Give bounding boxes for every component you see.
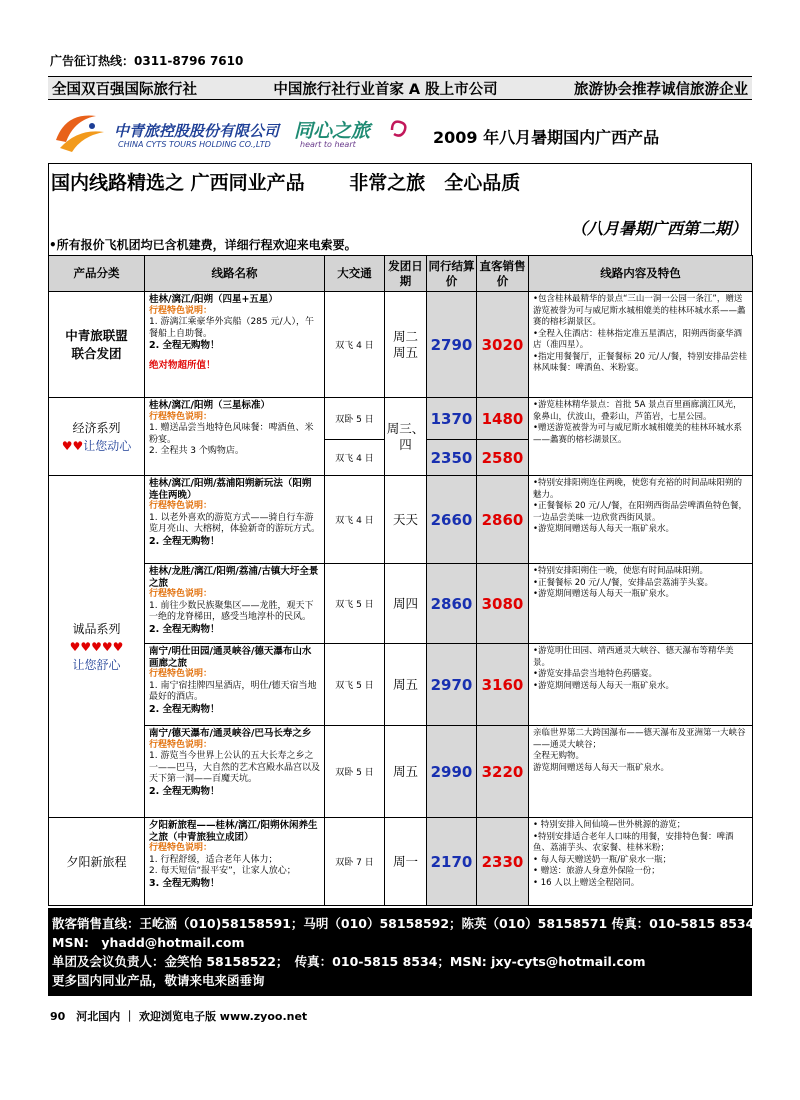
retail-price: 2580 — [477, 440, 529, 476]
banner-text-3: 旅游协会推荐诚信旅游企业 — [573, 81, 748, 98]
col-transport: 大交通 — [325, 256, 385, 292]
route-cell: 桂林/漓江/阳朔/荔浦阳朔新玩法（阳朔连住两晚） 行程特色说明： 1. 以老外喜欢的游览方式——骑自行车游览月亮山、大榕树，体验新奇的游玩方式。 2. 全程无购物！ — [145, 476, 325, 564]
col-retail-price: 直客销售价 — [477, 256, 529, 292]
hearts-icon: ♥♥♥♥♥ — [69, 639, 124, 654]
title-area — [48, 163, 752, 255]
category-cell: 夕阳新旅程 — [49, 818, 145, 906]
contact-footer — [48, 908, 767, 996]
table-row — [49, 644, 753, 726]
brand-name: 同心之旅 — [294, 120, 371, 142]
content-cell: • 特别安排入间仙境—世外桃源的游览； •特别安排适合老年人口味的用餐，安排特色餐：啤酒鱼、荔浦芋头、农家餐、桂林米粉； • 每人每天赠送奶一瓶/矿泉水一瓶； • 赠送：旅游人身意外保险一份； • 16 人以上赠送全程陪同。 — [529, 818, 753, 906]
agent-price: 2660 — [427, 476, 477, 564]
date-cell: 周五 — [385, 644, 427, 726]
transport-cell: 双飞 4 日 — [325, 292, 385, 398]
table-row — [49, 564, 753, 644]
content-cell: •包含桂林最精华的景点“三山一洞一公园一条江”，赠送游览被誉为可与威尼斯水城相媲美的桂林环城水系——蠡赛的榕杉湖景区。 •全程入住酒店：桂林指定准五星酒店，阳朔西街豪华酒店（准四星）。 •指定用餐餐厅，正餐餐标 20 元/人/餐，特别安排品尝桂林风味餐：啤酒鱼、米粉宴。 — [529, 292, 753, 398]
agent-price: 2790 — [427, 292, 477, 398]
banner-text-2: 中国旅行社行业首家 A 股上市公司 — [273, 81, 498, 98]
transport-cell: 双卧 5 日 — [325, 398, 385, 440]
date-cell: 天天 — [385, 476, 427, 564]
agent-price: 2970 — [427, 644, 477, 726]
company-name-en: CHINA CYTS TOURS HOLDING CO.,LTD — [118, 140, 271, 149]
retail-price: 1480 — [477, 398, 529, 440]
product-table — [48, 255, 753, 906]
sales-msn: MSN: yhadd@hotmail.com — [52, 935, 245, 950]
transport-cell: 双卧 5 日 — [325, 726, 385, 818]
route-cell: 南宁/德天瀑布/通灵峡谷/巴马长寿之乡 行程特色说明： 1. 游览当今世界上公认的五大长寿之乡之一——巴马，大自然的艺术宫殿水晶宫以及天下第一洞——百魔天坑。 2. 全程无购物！ — [145, 726, 325, 818]
date-cell: 周四 — [385, 564, 427, 644]
agent-price: 1370 — [427, 398, 477, 440]
route-cell: 桂林/漓江/阳朔（三星标准） 行程特色说明： 1. 赠送品尝当地特色风味餐：啤酒鱼、米粉宴。 2. 全程共 3 个购物店。 — [145, 398, 325, 476]
content-cell: •特别安排阳朔住一晚，使您有时间品味阳朔。 •正餐餐标 20 元/人/餐，安排品尝荔浦芋头宴。 •游览期间赠送每人每天一瓶矿泉水。 — [529, 564, 753, 644]
table-row — [49, 726, 753, 818]
header-title: 2009 年八月暑期国内广西产品 — [433, 128, 660, 147]
col-content: 线路内容及特色 — [529, 256, 753, 292]
hearts-icon: ♥♥ — [61, 438, 84, 453]
retail-price: 2860 — [477, 476, 529, 564]
issue-label: （八月暑期广西第二期） — [570, 219, 747, 238]
date-cell: 周一 — [385, 818, 427, 906]
heart-swirl-icon — [388, 118, 410, 140]
date-cell: 周二 周五 — [385, 292, 427, 398]
date-cell: 周三、四 — [385, 398, 427, 476]
col-agent-price: 同行结算价 — [427, 256, 477, 292]
route-cell: 桂林/龙胜/漓江/阳朔/荔浦/古镇大圩全景之旅 行程特色说明： 1. 前往少数民族聚集区——龙胜，观天下一绝的龙脊梯田，感受当地淳朴的民风。 2. 全程无购物！ — [145, 564, 325, 644]
content-cell: •游览明仕田园、靖西通灵大峡谷、德天瀑布等精华美景。 •游览安排品尝当地特色药膳宴。 •游览期间赠送每人每天一瓶矿泉水。 — [529, 644, 753, 726]
transport-cell: 双飞 4 日 — [325, 440, 385, 476]
table-row — [49, 398, 753, 440]
price-note: •所有报价飞机团均已含机建费，详细行程欢迎来电索要。 — [49, 238, 357, 252]
transport-cell: 双飞 4 日 — [325, 476, 385, 564]
table-row — [49, 476, 753, 564]
category-cell: 中青旅联盟 联合发团 — [49, 292, 145, 398]
agent-price: 2860 — [427, 564, 477, 644]
col-date: 发团日期 — [385, 256, 427, 292]
agent-price: 2990 — [427, 726, 477, 818]
retail-price: 3020 — [477, 292, 529, 398]
page-footer: 90 河北国内 ｜ 欢迎浏览电子版 www.zyoo.net — [50, 1010, 308, 1023]
agent-price: 2170 — [427, 818, 477, 906]
route-cell: 南宁/明仕田园/通灵峡谷/德天瀑布山水画廊之旅 行程特色说明： 1. 南宁宿挂牌四星酒店，明仕/德天宿当地最好的酒店。 2. 全程无购物！ — [145, 644, 325, 726]
route-cell: 桂林/漓江/阳朔（四星+五星） 行程特色说明： 1. 游漓江乘豪华外宾船（285 元/人），午餐船上自助餐。 2. 全程无购物！ 绝对物超所值！ — [145, 292, 325, 398]
retail-price: 3220 — [477, 726, 529, 818]
main-title: 国内线路精选之 广西同业产品 非常之旅 全心品质 — [51, 172, 521, 194]
company-name-cn: 中青旅控股股份有限公司 — [114, 122, 280, 140]
date-cell: 周五 — [385, 726, 427, 818]
group-contact: 单团及会议负责人：金笑怡 58158522； 传真：010-5815 8534；MSN: jxy-cyts@hotmail.com — [52, 954, 646, 969]
transport-cell: 双卧 7 日 — [325, 818, 385, 906]
more-info: 更多国内同业产品，敬请来电来函垂询 — [52, 973, 265, 988]
transport-cell: 双飞 5 日 — [325, 644, 385, 726]
col-category: 产品分类 — [49, 256, 145, 292]
retail-price: 3160 — [477, 644, 529, 726]
sales-contact: 散客销售直线：王屹涵（010)58158591；马明（010）58158592；陈英（010）58158571 传真：010-5815 8534； — [52, 916, 767, 931]
retail-price: 2330 — [477, 818, 529, 906]
content-cell: •特别安排阳朔连住两晚，使您有充裕的时间品味阳朔的魅力。 •正餐餐标 20 元/人/餐，在阳朔西街品尝啤酒鱼特色餐，一边品尝美味一边欣赏西街风景。 •游览期间赠送每人每天一瓶矿泉水。 — [529, 476, 753, 564]
table-row — [49, 818, 753, 906]
col-route: 线路名称 — [145, 256, 325, 292]
company-logo-icon — [48, 106, 108, 156]
transport-cell: 双飞 5 日 — [325, 564, 385, 644]
category-cell: 诚品系列 ♥♥♥♥♥ 让您舒心 — [49, 476, 145, 818]
retail-price: 3080 — [477, 564, 529, 644]
banner-text-1: 全国双百强国际旅行社 — [52, 81, 197, 98]
content-cell: 亲临世界第二大跨国瀑布——德天瀑布及亚洲第一大峡谷——通灵大峡谷； 全程无购物。 游览期间赠送每人每天一瓶矿泉水。 — [529, 726, 753, 818]
header — [48, 102, 752, 162]
brand-subtitle: heart to heart — [300, 140, 356, 149]
category-cell: 经济系列 ♥♥让您动心 — [49, 398, 145, 476]
ad-hotline: 广告征订热线：0311-8796 7610 — [50, 54, 244, 68]
slogan-banner — [48, 76, 752, 100]
table-row — [49, 292, 753, 398]
table-header — [49, 256, 753, 292]
route-cell: 夕阳新旅程——桂林/漓江/阳朔休闲养生之旅（中青旅独立成团） 行程特色说明： 1. 行程舒缓，适合老年人体力； 2. 每天短信“报平安”，让家人放心； 3. 全程无购物！ — [145, 818, 325, 906]
content-cell: •游览桂林精华景点：首批 5A 景点百里画廊漓江风光，象鼻山，伏波山，叠彩山，芦笛岩，七星公园。 •赠送游览被誉为可与威尼斯水城相媲美的桂林环城水系——蠡赛的榕杉湖景区。 — [529, 398, 753, 476]
agent-price: 2350 — [427, 440, 477, 476]
